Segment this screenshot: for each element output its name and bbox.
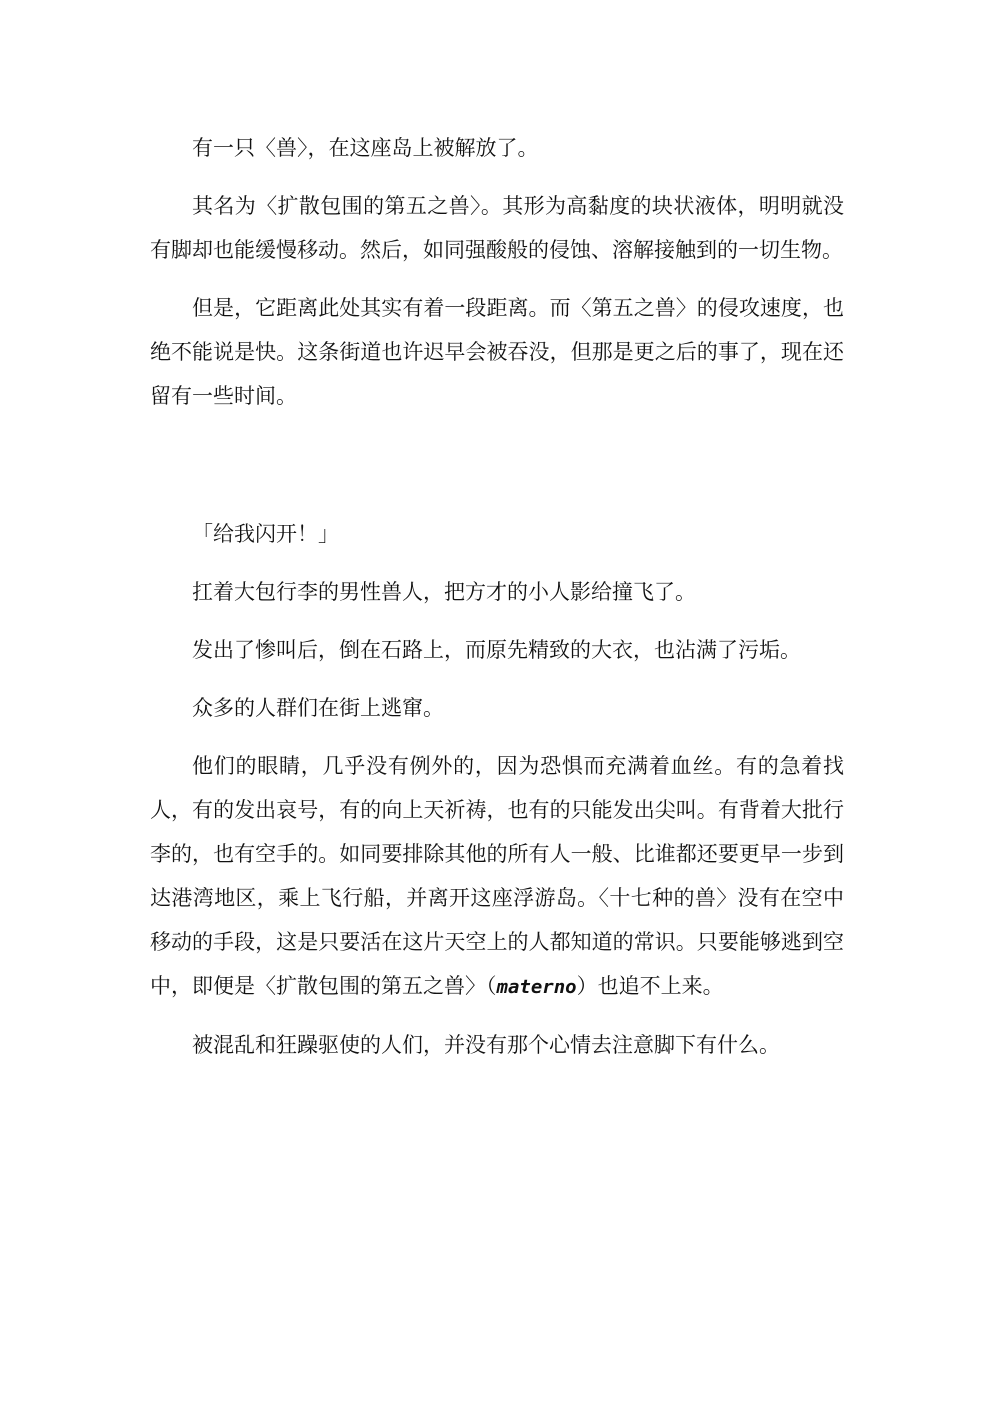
dialogue-line: 「给我闪开！」 [192, 522, 339, 546]
document-page [150, 126, 844, 1081]
paragraph: 扛着大包行李的男性兽人，把方才的小人影给撞飞了。 [192, 580, 696, 604]
paragraph: 众多的人群们在街上逃窜。 [192, 696, 444, 720]
paragraph: 有一只〈兽〉，在这座岛上被解放了。 [192, 136, 539, 160]
paragraph: 但是，它距离此处其实有着一段距离。而〈第五之兽〉的侵攻速度，也绝不能说是快。这条街道也许迟早会被吞没，但那是更之后的事了，现在还留有一些时间。 [150, 296, 844, 408]
paragraph-text: 他们的眼睛，几乎没有例外的，因为恐惧而充满着血丝。有的急着找人，有的发出哀号，有的向上天祈祷，也有的只能发出尖叫。有背着大批行李的，也有空手的。如同要排除其他的所有人一般、比谁都还要更早一步到达港湾地区，乘上飞行船，并离开这座浮游岛。〈十七种的兽〉没有在空中移动的手段，这是只要活在这片天空上的人都知道的常识。只要能够逃到空中，即便是〈扩散包围的第五之兽〉（ [150, 754, 844, 998]
paragraph: 发出了惨叫后，倒在石路上，而原先精致的大衣，也沾满了污垢。 [192, 638, 801, 662]
section-break [150, 432, 844, 512]
paragraph: 其名为〈扩散包围的第五之兽〉。其形为高黏度的块状液体，明明就没有脚却也能缓慢移动。然后，如同强酸般的侵蚀、溶解接触到的一切生物。 [150, 194, 844, 262]
paragraph: 被混乱和狂躁驱使的人们，并没有那个心情去注意脚下有什么。 [192, 1033, 780, 1057]
paragraph-long [150, 744, 844, 1009]
latin-term: materno [496, 976, 577, 998]
paragraph-text: ）也追不上来。 [576, 974, 724, 998]
